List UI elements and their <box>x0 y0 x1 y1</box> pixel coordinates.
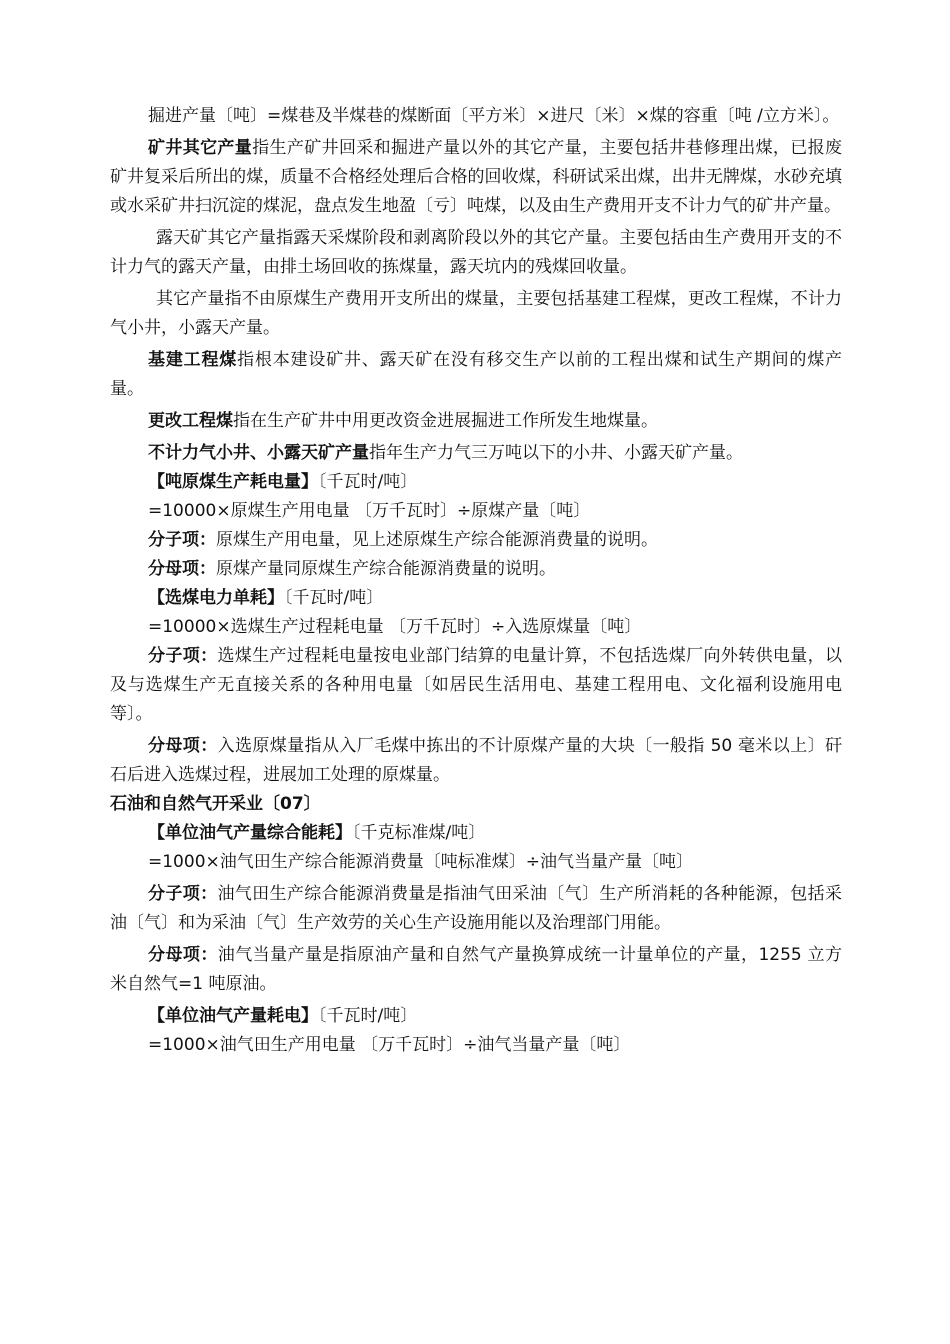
paragraph-text: 指在生产矿井中用更改资金进展掘进工作所发生地煤量。 <box>233 411 658 431</box>
paragraph-text: 指根本建设矿井、露天矿在没有移交生产以前的工程出煤和试生产期间的煤产量。 <box>110 350 843 399</box>
heading-title: 【选煤电力单耗】 <box>148 588 284 608</box>
heading-unit: 〔千瓦时/吨〕 <box>318 472 418 492</box>
formula-text: =1000×油气田生产用电量 〔万千瓦时〕÷油气当量产量〔吨〕 <box>148 1035 631 1055</box>
formula-text: =10000×选煤生产过程耗电量 〔万千瓦时〕÷入选原煤量〔吨〕 <box>148 617 642 637</box>
term-label: 不计力气小井、小露天矿产量 <box>148 443 369 463</box>
paragraph-text: 指年生产力气三万吨以下的小井、小露天矿产量。 <box>369 443 743 463</box>
term-label: 矿井其它产量 <box>148 138 253 158</box>
paragraph-text: 其它产量指不由原煤生产费用开支所出的煤量，主要包括基建工程煤，更改工程煤，不计力气小井，小露天产量。 <box>110 289 842 338</box>
denominator-raw-coal-power <box>110 555 842 584</box>
term-label: 更改工程煤 <box>148 411 233 431</box>
section-title <box>110 790 842 819</box>
paragraph-renovation-coal <box>110 407 842 436</box>
heading-raw-coal-power <box>110 468 842 497</box>
heading-unit: 〔千瓦时/吨〕 <box>284 588 384 608</box>
paragraph-text: 原煤生产用电量，见上述原煤生产综合能源消费量的说明。 <box>216 530 658 550</box>
paragraph-mine-other-output <box>110 134 842 221</box>
formula-text: =1000×油气田生产综合能源消费量〔吨标准煤〕÷油气当量产量〔吨〕 <box>148 852 693 872</box>
paragraph-text: 指生产矿井回采和掘进产量以外的其它产量，主要包括井巷修理出煤，已报废矿井复采后所出的煤，质量不合格经处理后合格的回收煤，科研试采出煤，出井无牌煤，水砂充填或水采矿井扫沉淀的煤泥，盘点发生地盈〔亏〕吨煤，以及由生产费用开支不计力气的矿井产量。 <box>110 138 843 216</box>
numerator-washing-power <box>110 642 842 729</box>
heading-oilgas-energy <box>110 819 842 848</box>
term-label: 分母项： <box>148 559 216 579</box>
paragraph-text: 掘进产量〔吨〕=煤巷及半煤巷的煤断面〔平方米〕×进尺〔米〕×煤的容重〔吨 /立方米〕。 <box>148 106 840 126</box>
numerator-oilgas-energy <box>110 880 842 938</box>
formula-oilgas-power <box>110 1031 842 1060</box>
document-body <box>110 102 842 1060</box>
denominator-oilgas-energy <box>110 941 842 999</box>
heading-title: 【吨原煤生产耗电量】 <box>148 472 318 492</box>
heading-title: 【单位油气产量耗电】 <box>148 1006 318 1026</box>
paragraph-construction-coal <box>110 346 842 404</box>
numerator-raw-coal-power <box>110 526 842 555</box>
heading-oilgas-power <box>110 1002 842 1031</box>
paragraph-text: 选煤生产过程耗电量按电业部门结算的电量计算，不包括选煤厂向外转供电量，以及与选煤生产无直接关系的各种用电量〔如居民生活用电、基建工程用电、文化福利设施用电等〕。 <box>110 646 842 724</box>
paragraph-other-output <box>110 285 842 343</box>
term-label: 分子项： <box>148 530 216 550</box>
paragraph-openpit-other-output <box>110 224 842 282</box>
paragraph-text: 露天矿其它产量指露天采煤阶段和剥离阶段以外的其它产量。主要包括由生产费用开支的不计力气的露天产量，由排土场回收的拣煤量，露天坑内的残煤回收量。 <box>110 228 842 277</box>
formula-oilgas-energy <box>110 848 842 877</box>
heading-unit: 〔千瓦时/吨〕 <box>318 1006 418 1026</box>
section-title-text: 石油和自然气开采业〔07〕 <box>110 794 321 814</box>
formula-text: =10000×原煤生产用电量 〔万千瓦时〕÷原煤产量〔吨〕 <box>148 501 591 521</box>
term-label: 分母项： <box>148 736 218 756</box>
paragraph-text: 原煤产量同原煤生产综合能源消费量的说明。 <box>216 559 556 579</box>
heading-title: 【单位油气产量综合能耗】 <box>148 823 352 843</box>
paragraph-text: 油气田生产综合能源消费量是指油气田采油〔气〕生产所消耗的各种能源，包括采油〔气〕和为采油〔气〕生产效劳的关心生产设施用能以及治理部门用能。 <box>110 884 842 933</box>
paragraph-tunnelling-output <box>110 102 842 131</box>
term-label: 分母项： <box>148 945 218 965</box>
term-label: 分子项： <box>148 884 218 904</box>
heading-unit: 〔千克标准煤/吨〕 <box>352 823 486 843</box>
heading-washing-power <box>110 584 842 613</box>
formula-washing-power <box>110 613 842 642</box>
formula-raw-coal-power <box>110 497 842 526</box>
paragraph-text: 油气当量产量是指原油产量和自然气产量换算成统一计量单位的产量，1255 立方米自然气=1 吨原油。 <box>110 945 842 994</box>
term-label: 分子项： <box>148 646 218 666</box>
paragraph-text: 入选原煤量指从入厂毛煤中拣出的不计原煤产量的大块〔一般指 50 毫米以上〕矸石后进入选煤过程，进展加工处理的原煤量。 <box>110 736 842 785</box>
paragraph-small-mines <box>110 439 842 468</box>
term-label: 基建工程煤 <box>148 350 238 370</box>
denominator-washing-power <box>110 732 842 790</box>
